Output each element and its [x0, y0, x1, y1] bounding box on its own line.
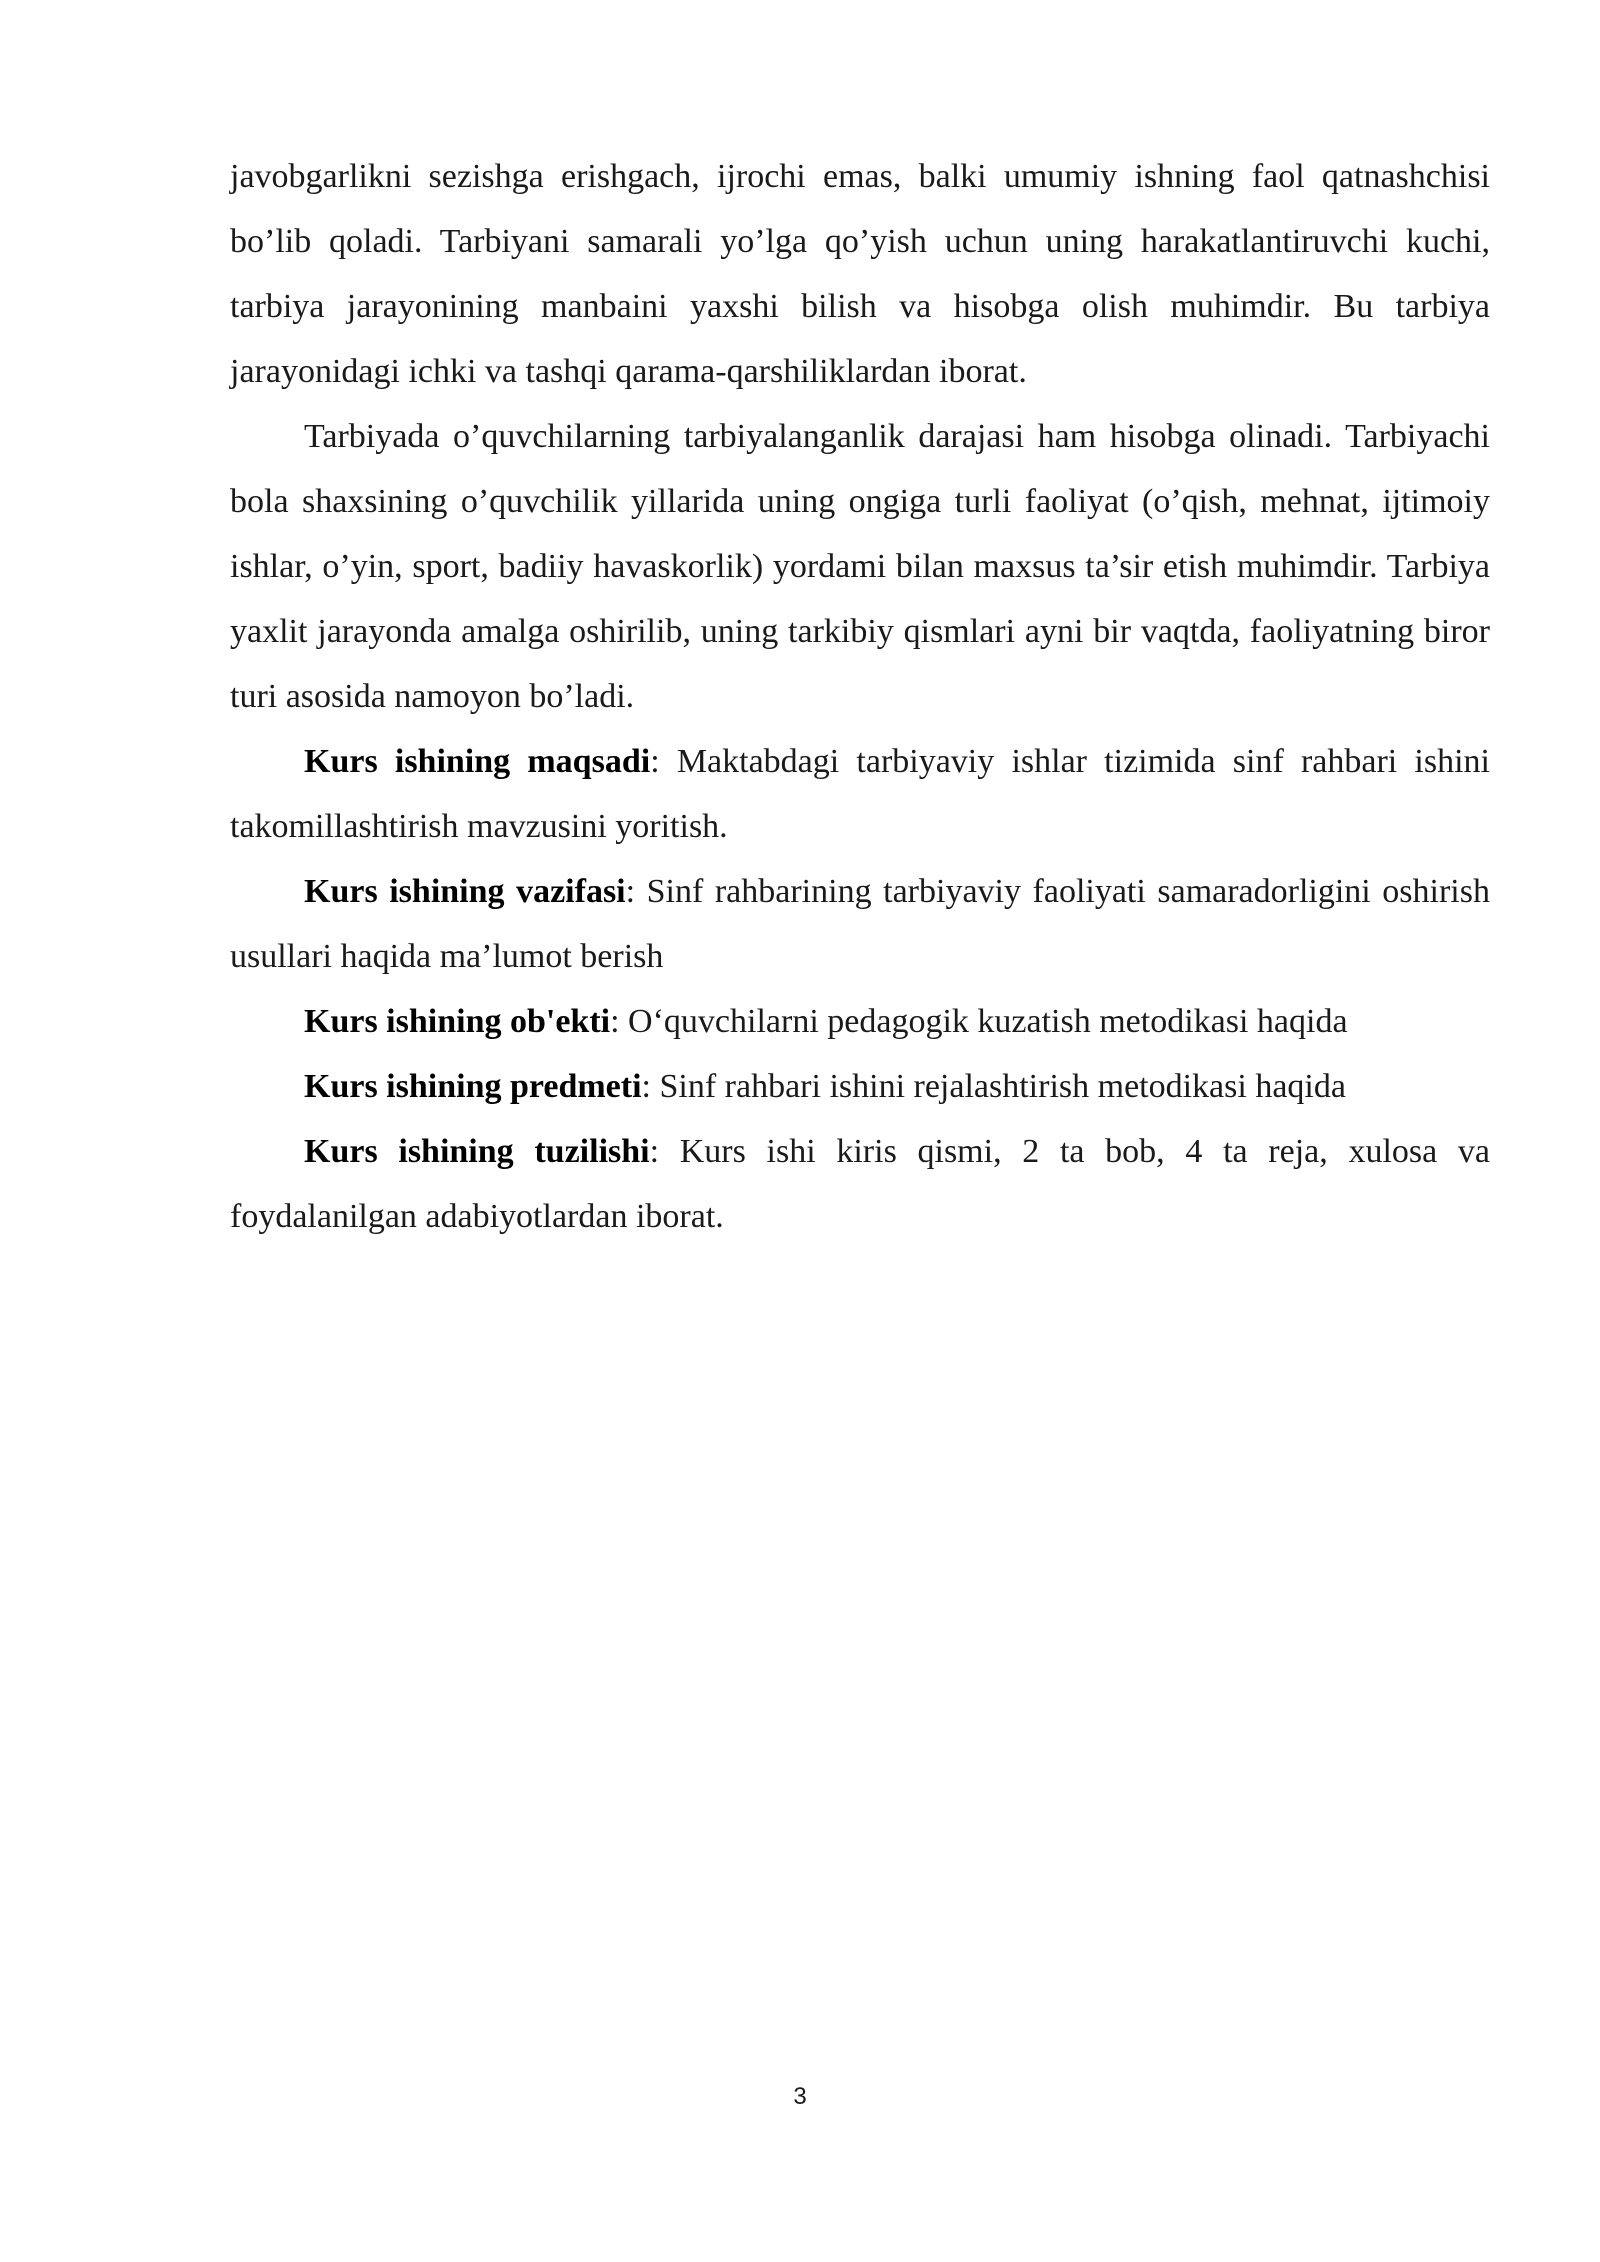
course-object	[230, 989, 1490, 1054]
course-structure-label: Kurs ishining tuzilishi	[304, 1133, 650, 1170]
course-goal-text: : Maktabdagi tarbiyaviy ishlar tizimida sinf rahbari ishini takomillashtirish mavzusini yoritish.	[230, 743, 1491, 845]
course-goal	[230, 729, 1490, 859]
course-structure	[230, 1119, 1490, 1249]
paragraph-continuation: javobgarlikni sezishga erishgach, ijrochi emas, balki umumiy ishning faol qatnashchisi bo’lib qoladi. Tarbiyani samarali yo’lga qo’yish uchun uning harakatlantiruvchi kuchi, tarbiya jarayonining manbaini yaxshi bilish va hisobga olish muhimdir. Bu tarbiya jarayonidagi ichki va tashqi qarama-qarshiliklardan iborat.	[230, 158, 1490, 390]
course-structure-text: : Kurs ishi kiris qismi, 2 ta bob, 4 ta reja, xulosa va foydalanilgan adabiyotlardan iborat.	[230, 1133, 1490, 1235]
paragraph-upbringing-level: Tarbiyada o’quvchilarning tarbiyalanganlik darajasi ham hisobga olinadi. Tarbiyachi bola shaxsining o’quvchilik yillarida uning ongiga turli faoliyat (o’qish, mehnat, ijtimoiy ishlar, o’yin, sport, badiiy havaskorlik) yordami bilan maxsus ta’sir etish muhimdir. Tarbiya yaxlit jarayonda amalga oshirilib, uning tarkibiy qismlari ayni bir vaqtda, faoliyatning biror turi asosida namoyon bo’ladi.	[230, 418, 1490, 715]
course-tasks-label: Kurs ishining vazifasi	[304, 873, 626, 910]
course-subject-text: : Sinf rahbari ishini rejalashtirish metodikasi haqida	[641, 1068, 1346, 1105]
course-tasks-text: : Sinf rahbarining tarbiyaviy faoliyati samaradorligini oshirish usullari haqida ma’lumot berish	[230, 873, 1490, 975]
course-subject-label: Kurs ishining predmeti	[304, 1068, 642, 1105]
course-goal-label: Kurs ishining maqsadi	[304, 743, 651, 780]
course-subject	[230, 1054, 1490, 1119]
course-object-text: : O‘quvchilarni pedagogik kuzatish metodikasi haqida	[610, 1003, 1348, 1040]
course-object-label: Kurs ishining ob'ekti	[304, 1003, 611, 1040]
course-tasks	[230, 859, 1490, 989]
page-number: 3	[793, 2083, 807, 2110]
body-text	[230, 144, 1490, 1249]
